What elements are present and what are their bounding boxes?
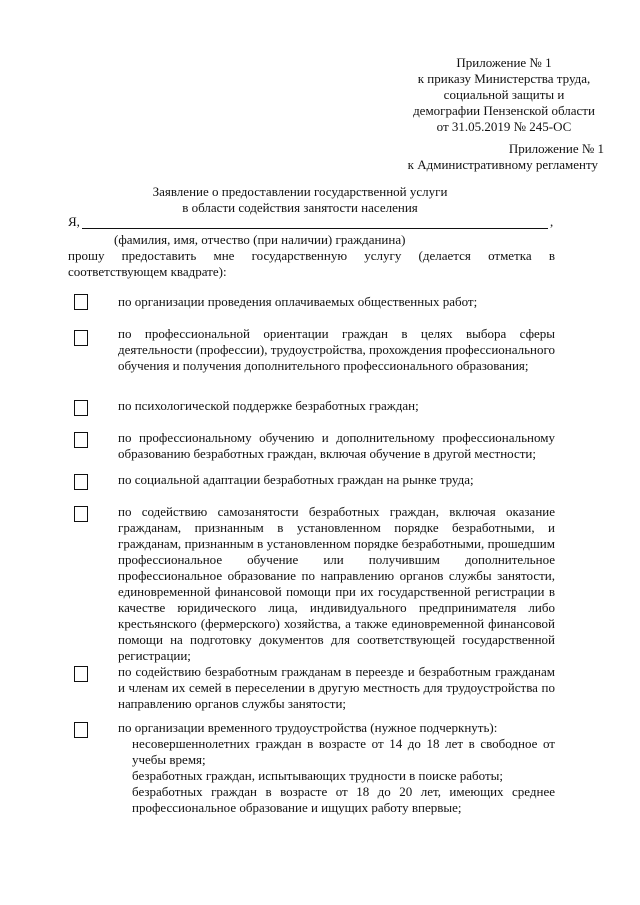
- option-text: по содействию самозанятости безработных граждан, включая оказание гражданам, признанным в установленном порядке безработными, и гражданам, признанным в установленном порядке безработными, прошедшим профессиональное обучение или получившим дополнительное профессиональное образование по направлению органов службы занятости, единовременной финансовой помощи при их государственной регистрации в качестве юридического лица, индивидуального предпринимателя либо крестьянского (фермерского) хозяйства, а также единовременной финансовой помощи на подготовку документов для соответствующей государственной регистрации;: [118, 504, 555, 663]
- document-title: [150, 184, 450, 216]
- regulation-appendix-header: [404, 141, 604, 173]
- applicant-name-caption: (фамилия, имя, отчество (при наличии) гражданина): [114, 232, 406, 247]
- option-text: по организации временного трудоустройства (нужное подчеркнуть):: [118, 720, 498, 735]
- appendix-line: демографии Пензенской области: [413, 103, 595, 118]
- applicant-prefix: Я,: [68, 214, 80, 229]
- option-checkbox[interactable]: [74, 400, 88, 416]
- appendix-line: к Административному регламенту: [407, 157, 598, 172]
- option-checkbox[interactable]: [74, 722, 88, 738]
- option-sub-item[interactable]: безработных граждан, испытывающих трудности в поиске работы;: [132, 768, 503, 783]
- option-checkbox[interactable]: [74, 294, 88, 310]
- option-checkbox[interactable]: [74, 506, 88, 522]
- option-text: по социальной адаптации безработных граждан на рынке труда;: [118, 472, 474, 487]
- appendix-line: от 31.05.2019 № 245-ОС: [436, 119, 572, 134]
- title-line-2: в области содействия занятости населения: [182, 200, 418, 215]
- option-sub-item[interactable]: безработных граждан в возрасте от 18 до 20 лет, имеющих среднее профессиональное образование и ищущих работу впервые;: [132, 784, 555, 815]
- appendix-line: к приказу Министерства труда,: [417, 71, 591, 86]
- applicant-name-row: [68, 214, 558, 230]
- option-checkbox[interactable]: [74, 432, 88, 448]
- title-line-1: Заявление о предоставлении государственной услуги: [152, 184, 448, 199]
- applicant-name-field[interactable]: [82, 228, 548, 229]
- appendix-line: социальной защиты и: [443, 87, 565, 102]
- option-text: по профессиональному обучению и дополнительному профессиональному образованию безработных граждан, включая обучение в другой местности;: [118, 430, 555, 461]
- appendix-line: Приложение № 1: [456, 55, 552, 70]
- option-text: по профессиональной ориентации граждан в целях выбора сферы деятельности (профессии), трудоустройства, прохождения профессионального обучения и получения дополнительного профессионального образования;: [118, 326, 555, 373]
- option-checkbox[interactable]: [74, 330, 88, 346]
- option-text: по психологической поддержке безработных граждан;: [118, 398, 419, 413]
- option-checkbox[interactable]: [74, 474, 88, 490]
- option-temporary-employment: [118, 720, 555, 816]
- option-sub-item[interactable]: несовершеннолетних граждан в возрасте от 14 до 18 лет в свободное от учебы время;: [132, 736, 555, 767]
- appendix-line: Приложение № 1: [508, 141, 604, 156]
- option-checkbox[interactable]: [74, 666, 88, 682]
- request-text: прошу предоставить мне государственную услугу (делается отметка в соответствующем квадрате):: [68, 248, 555, 279]
- option-text: по организации проведения оплачиваемых общественных работ;: [118, 294, 478, 309]
- option-text: по содействию безработным гражданам в переезде и безработным гражданам и членам их семей в переселении в другую местность для трудоустройства по направлению органов службы занятости;: [118, 664, 555, 711]
- applicant-suffix: ,: [550, 214, 554, 229]
- order-appendix-header: [404, 55, 604, 135]
